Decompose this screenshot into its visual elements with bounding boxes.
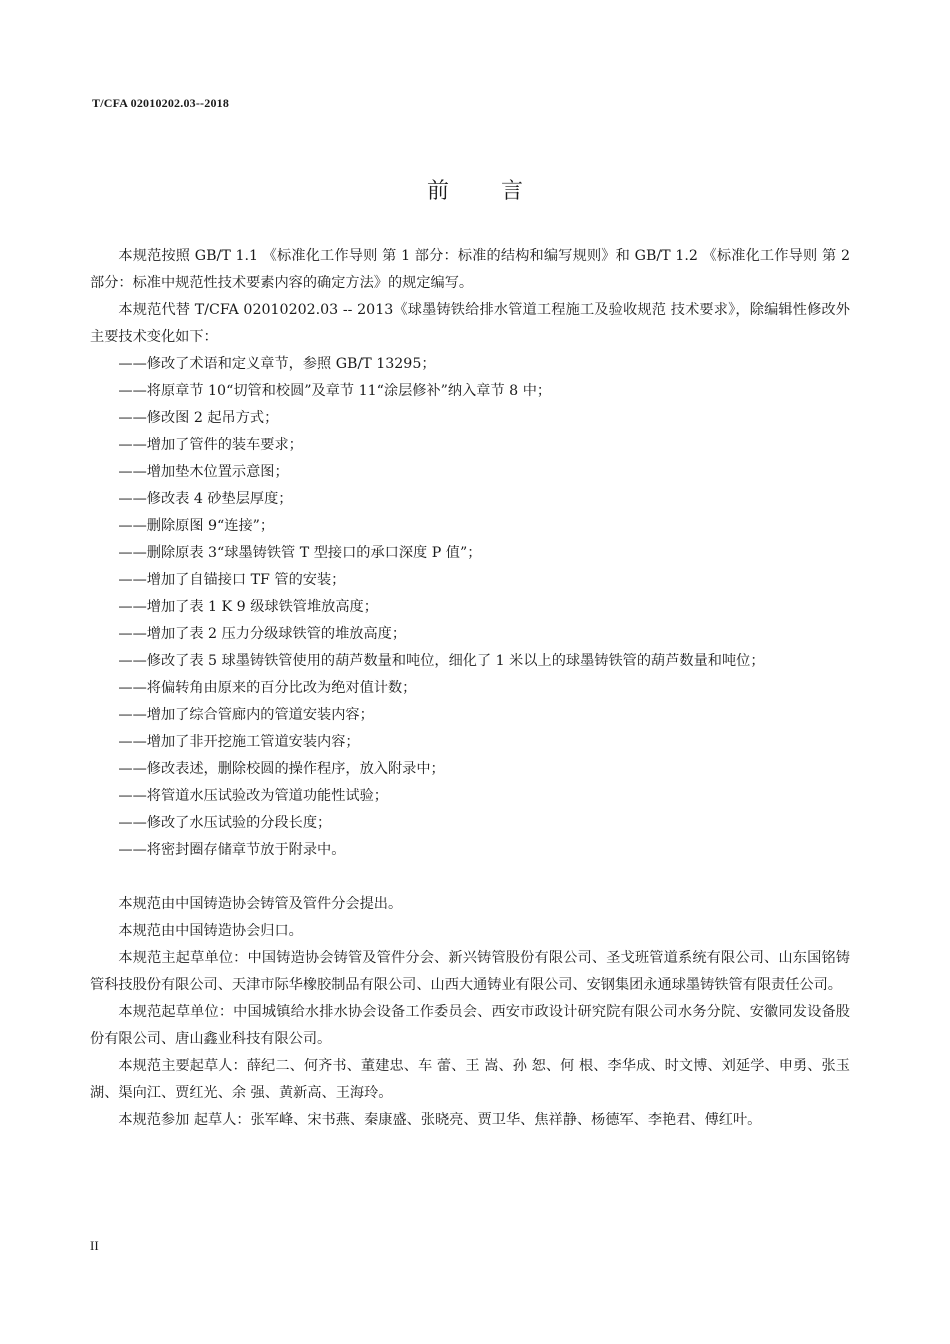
change-item: ——增加了综合管廊内的管道安装内容；	[118, 707, 374, 723]
change-item: ——增加了管件的装车要求；	[118, 437, 303, 453]
change-item: ——将密封圈存储章节放于附录中。	[118, 842, 346, 858]
change-item: ——修改图 2 起吊方式；	[118, 410, 279, 426]
administration-paragraph: 本规范由中国铸造协会归口。	[118, 923, 303, 939]
intro-paragraph: 本规范按照 GB/T 1.1 《标准化工作导则 第 1 部分：标准的结构和编写规则》和 GB/T 1.2 《标准化工作导则 第 2 部分：标准中规范性技术要素内容的确定方法》的规定编写。	[90, 248, 850, 291]
proposer-paragraph: 本规范由中国铸造协会铸管及管件分会提出。	[118, 896, 403, 912]
main-drafting-units: 本规范主起草单位：中国铸造协会铸管及管件分会、新兴铸管股份有限公司、圣戈班管道系统有限公司、山东国铭铸管科技股份有限公司、天津市际华橡胶制品有限公司、山西大通铸业有限公司、安钢集团永通球墨铸铁管有限责任公司。	[90, 950, 850, 993]
main-drafters: 本规范主要起草人：薛纪二、何齐书、董建忠、车 蕾、王 嵩、孙 恕、何 根、李华成、时文博、刘延学、申勇、张玉湖、渠向江、贾红光、余 强、黄新高、王海玲。	[90, 1058, 850, 1101]
change-item: ——修改了水压试验的分段长度；	[118, 815, 332, 831]
change-item: ——增加了自锚接口 TF 管的安装；	[118, 572, 346, 588]
change-item: ——删除原图 9“连接”；	[118, 518, 275, 534]
change-item: ——将原章节 10“切管和校圆”及章节 11“涂层修补”纳入章节 8 中；	[118, 383, 552, 399]
change-item: ——修改表述，删除校圆的操作程序，放入附录中；	[118, 761, 445, 777]
standard-code: T/CFA 02010202.03--2018	[92, 96, 230, 110]
drafting-units: 本规范起草单位：中国城镇给水排水协会设备工作委员会、西安市政设计研究院有限公司水务分院、安徽同发设备股份有限公司、唐山鑫业科技有限公司。	[90, 1004, 850, 1047]
page-title: 前言	[426, 179, 575, 204]
change-item: ——修改了表 5 球墨铸铁管使用的葫芦数量和吨位，细化了 1 米以上的球墨铸铁管的葫芦数量和吨位；	[118, 653, 765, 669]
change-item: ——修改表 4 砂垫层厚度；	[118, 491, 293, 507]
change-item: ——将管道水压试验改为管道功能性试验；	[118, 788, 388, 804]
page-number: II	[90, 1238, 99, 1253]
document-body	[90, 243, 850, 1134]
participating-drafters: 本规范参加 起草人：张军峰、宋书燕、秦康盛、张晓亮、贾卫华、焦祥静、杨德军、李艳君、傅红叶。	[118, 1112, 762, 1128]
change-item: ——增加了表 1 K 9 级球铁管堆放高度；	[118, 599, 378, 615]
change-item: ——删除原表 3“球墨铸铁管 T 型接口的承口深度 P 值”；	[118, 545, 482, 561]
change-item: ——增加了非开挖施工管道安装内容；	[118, 734, 360, 750]
section-gap	[90, 864, 850, 891]
change-item: ——增加垫木位置示意图；	[118, 464, 289, 480]
change-item: ——增加了表 2 压力分级球铁管的堆放高度；	[118, 626, 407, 642]
intro-paragraph: 本规范代替 T/CFA 02010202.03 -- 2013《球墨铸铁给排水管道工程施工及验收规范 技术要求》，除编辑性修改外主要技术变化如下：	[90, 302, 850, 345]
change-item: ——将偏转角由原来的百分比改为绝对值计数；	[118, 680, 417, 696]
change-item: ——修改了术语和定义章节，参照 GB/T 13295；	[118, 356, 436, 372]
